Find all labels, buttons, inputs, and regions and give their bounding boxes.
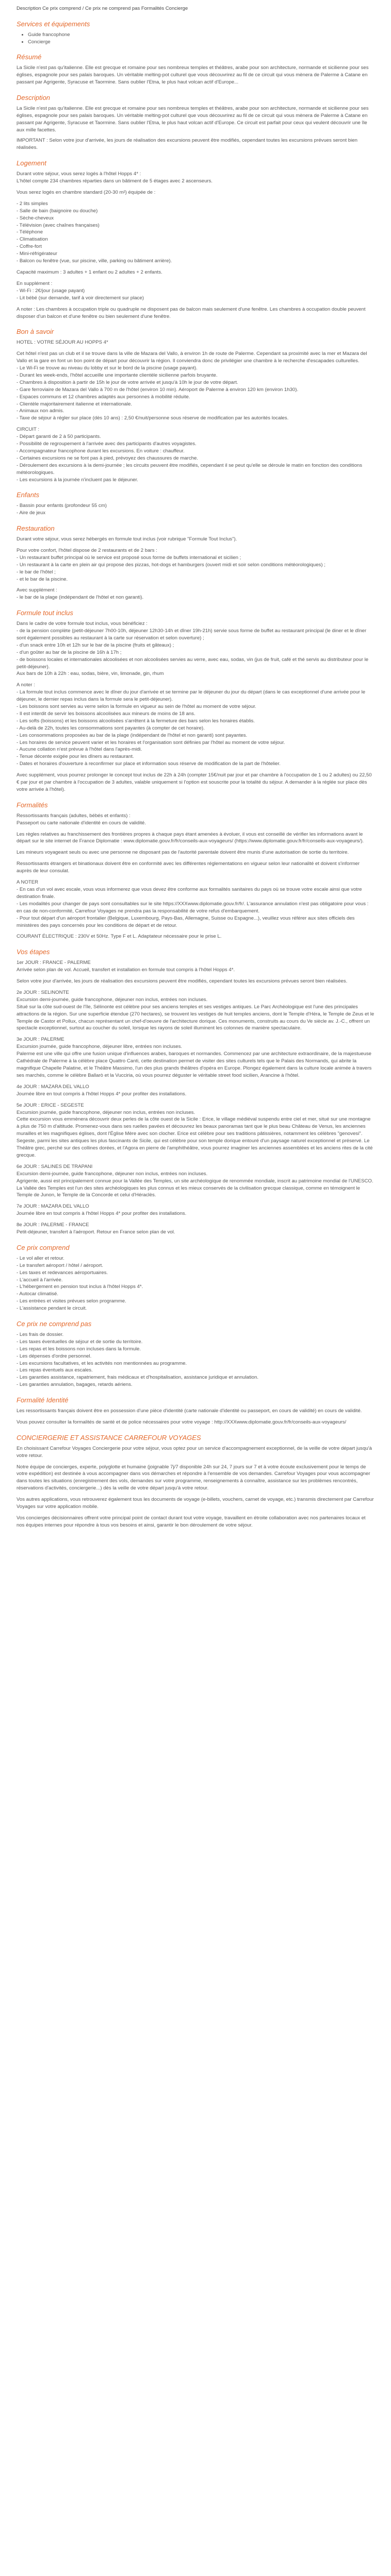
text-line: - Accompagnateur francophone durant les excursions. En voiture : chauffeur.: [17, 448, 185, 454]
text-line: - de boissons locales et internationales alcoolisées et non alcoolisées servies au verre, avec eau, sodas, vin (jus de fruit, café et thé servis au distributeur pour le petit-déjeuner).: [17, 656, 370, 670]
text-line: - L'assistance pendant le circuit.: [17, 1306, 87, 1312]
text-line: [17, 768, 374, 772]
bonasavoir-title: Bon à savoir: [17, 328, 54, 336]
text-line: - Les frais de dossier.: [17, 1331, 64, 1337]
formule-text: [17, 620, 374, 793]
text-line: [17, 1098, 374, 1102]
text-line: - Un restaurant buffet principal où le service est proposé sous forme de buffets international et sicilien ;: [17, 554, 241, 561]
text-line: Les mineurs voyageant seuls ou avec une personne ne disposant pas de l'autorité parentale doivent être munis d'une autorisation de sortie du territoire.: [17, 850, 349, 856]
text-line: Vos autres applications, vous retrouverez également tous les documents de voyage (e-billets, vouchers, carnet de voyage, etc.) transmis directement par Carrefour Voyages sur votre application mobile.: [17, 1497, 376, 1510]
text-line: Avec supplément :: [17, 587, 57, 594]
text-line: - d'un goûter au bar de la piscine de 16h à 17h ;: [17, 649, 122, 655]
prix-ne-comprend-text: [17, 1331, 374, 1388]
text-line: Cette excursion vous emmènera découvrir deux perles de la côte ouest de la Sicile : Erice, le village médiéval suspendu entre ciel et mer, situé sur une montagne à plus de 750 m d'altitude. Promenez-vous dans ses ruelles pavées et découvrez les beaux panoramas tant que le plus beau Château de Venus, les anciennes murailles et les magnifiques églises, dont l'Église Mère avec son clocher. Erice est célèbre pour ses traditions pâtissières, notamment les célèbres "genovesi". Segeste, parmi les sites antiques les plus fascinants de Sicile, qui est célèbre pour son temple dorique entouré d'un paysage naturel exceptionnel et préservé. Le Théâtre grec, perché sur des collines dorées, et l'Agora en pierre de l'amphithéâtre, vous pourrez imaginer les anciennes assemblées et les anciens rites de la cité grecque.: [17, 1116, 374, 1158]
text-line: - Les horaires de service peuvent varier et les horaires et l'organisation sont définies par l'hôtel au moment de votre séjour.: [17, 739, 285, 745]
text-line: - Lit bébé (sur demande, tarif à voir directement sur place): [17, 295, 144, 301]
text-line: Arrivée selon plan de vol. Accueil, transfert et installation en formule tout compris à l'hôtel Hopps 4*.: [17, 967, 235, 973]
text-line: [17, 302, 374, 306]
logement-text: [17, 171, 374, 320]
service-item: • Concierge: [28, 39, 374, 46]
text-line: - L'accueil à l'arrivée.: [17, 1277, 63, 1283]
text-line: [17, 1079, 374, 1083]
text-line: - Les softs (boissons) et les boissons alcoolisées s'arrêtent à la fermeture des bars selon les horaires établis.: [17, 718, 255, 724]
text-line: CIRCUIT :: [17, 427, 40, 433]
text-line: [17, 265, 374, 269]
text-line: [17, 845, 374, 849]
text-line: Vous serez logés en chambre standard (20-30 m²) équipée de :: [17, 189, 156, 195]
text-line: - Les excursions facultatives, et les activités non mentionnées au programme.: [17, 1360, 187, 1366]
restauration-title: Restauration: [17, 524, 55, 533]
text-line: Capacité maximum : 3 adultes + 1 enfant ou 2 adultes + 2 enfants.: [17, 269, 162, 275]
resume-title: Résumé: [17, 53, 42, 61]
conciergerie-text: [17, 1445, 374, 1529]
text-line: [17, 929, 374, 933]
text-line: - Aucune collation n'est prévue à l'hôtel dans l'après-midi.: [17, 747, 142, 753]
text-line: - Durant les week-ends, l'hôtel accueille une importante clientèle sicilienne parfois bruyante.: [17, 372, 218, 378]
text-line: [17, 827, 374, 831]
prix-comprend-text: [17, 1255, 374, 1312]
text-line: Petit-déjeuner, transfert à l'aéroport. Retour en France selon plan de vol.: [17, 1229, 175, 1235]
text-line: 4e JOUR : MAZARA DEL VALLO: [17, 1083, 89, 1090]
text-line: - Aire de jeux: [17, 510, 45, 516]
text-line: [17, 677, 374, 682]
text-line: 5e JOUR : ERICE - SEGESTE: [17, 1102, 84, 1108]
text-line: 7e JOUR : MAZARA DEL VALLO: [17, 1204, 89, 1210]
text-line: - Les taxes éventuelles de séjour et de sortie du territoire.: [17, 1338, 143, 1345]
text-line: [17, 1415, 374, 1419]
voyage-text: [17, 959, 374, 1236]
formalite-identite-title: Formalité Identité: [17, 1396, 69, 1404]
text-line: - Salle de bain (baignoire ou douche): [17, 208, 98, 214]
text-line: - Les garanties annulation, bagages, retards aériens.: [17, 1382, 133, 1388]
text-line: - Chambres à disposition à partir de 15h le jour de votre arrivée et jusqu'à 10h le jour de votre départ.: [17, 379, 238, 385]
text-line: - Mini-réfrigérateur: [17, 251, 57, 257]
text-line: [17, 856, 374, 860]
text-line: - Les repas et les boissons non incluses dans la formule.: [17, 1346, 141, 1352]
description-title: Description: [17, 93, 51, 101]
text-line: - Wi-Fi : 2€/jour (usage payant): [17, 287, 85, 294]
text-line: Les ressortissants français doivent être en possession d'une pièce d'identité (carte nationale d'identité ou passeport, en cours de validité) en cours de validité.: [17, 1408, 362, 1414]
text-line: [17, 974, 374, 978]
text-line: - Au-delà de 22h, toutes les consommations sont payantes (à compter de cet horaire).: [17, 725, 205, 731]
text-line: - Les taxes et redevances aéroportuaires.: [17, 1269, 108, 1276]
text-line: - Déroulement des excursions à la demi-journée ; les circuits peuvent être modifiés, cependant il se peut qu'elle se déroule le matin en fonction des conditions météorologiques.: [17, 462, 364, 476]
text-line: - Pour tout départ d'un aéroport frontalier (Belgique, Luxembourg, Pays-Bas, Allemagne, Suisse ou Espagne...), veuillez vous référer aux sites officiels des ministères des pays concernés pour les conditions de départ et de retour.: [17, 915, 356, 928]
text-line: Palerme est une ville qui offre une fusion unique d'influences arabes, baroques et normandes. Commencez par une architecture extraordinaire, de la majestueuse Cathédrale de Palerme à la célèbre place Quattro Canti, cette destination permet de visiter des sites culturels tels que le Palais des Normands, qui abrite la magnifique Chapelle Palatine, et le Théâtre Massimo, l'un des plus grands théâtres d'opéra en Europe. Plongez également dans la culture locale animée à travers ses marchés, comme le célèbre Ballarò et la Vucciria, où vous pourrez déguster le véritable street food sicilien, Arancine à l'hôtel.: [17, 1051, 373, 1078]
text-line: - Autocar climatisé.: [17, 1291, 59, 1297]
text-line: - Le Wi-Fi se trouve au niveau du lobby et sur le bord de la piscine (usage payant).: [17, 365, 198, 371]
text-line: Excursion journée, guide francophone, déjeuner non inclus, entrées non incluses.: [17, 1109, 196, 1115]
text-line: - La formule tout inclus commence avec le dîner du jour d'arrivée et se termine par le déjeuner du jour du départ (dans le cas exceptionnel d'une arrivée pour le déjeuner, le dernier repas inclus dans la formule sera le petit-déjeuner).: [17, 689, 367, 703]
text-line: Avec supplément, vous pourrez prolonger le concept tout inclus de 22h à 24h (compter 15€/nuit par jour et par chambre à l'occupation de 1 ou 2 adultes) ou 22,50 € par jour et par chambre à l'occupation de 3 adultes, valable uniquement si l'option est souscrite pour la totalité du séjour. A demander à la réglée sur place dès votre arrivée à l'hôtel).: [17, 772, 373, 793]
text-line: 6e JOUR : SALINES DE TRAPANI: [17, 1163, 93, 1170]
text-line: Journée libre en tout compris à l'hôtel Hopps 4* pour profiter des installations.: [17, 1211, 187, 1217]
restauration-text: [17, 536, 374, 601]
text-line: - Dates et horaires d'ouverture à reconfirmer sur place et information sous réserve de modification de la part de l'hôtelier.: [17, 761, 281, 767]
text-line: - Animaux non admis.: [17, 408, 64, 414]
text-line: Excursion journée, guide francophone, déjeuner libre, entrées non incluses.: [17, 1044, 183, 1050]
text-line: Notre équipe de concierges, experte, polyglotte et humaine (joignable 7j/7 disponible 24h sur 24, 7 jours sur 7 et à votre écoute exclusivement pour le temps de votre expédition) est destinée à vous accompagner dans vos démarches et répondre à l'ensemble de vos demandes. Carrefour Voyages pour vous accompagner dans toutes les situations (enregistrement des vols, demandes sur votre programme, renseignements à connaître, assistance sur les problèmes rencontrés, réservations d'activités, conciergerie...) dès la veille de votre départ jusqu'à votre retour.: [17, 1464, 372, 1492]
text-line: - Espaces communs et 12 chambres adaptés aux personnes à mobilité réduite.: [17, 394, 190, 400]
text-line: 3e JOUR : PALERME: [17, 1037, 64, 1043]
text-line: [17, 1199, 374, 1203]
text-line: En supplément :: [17, 280, 53, 286]
text-line: 1er JOUR : FRANCE - PALERME: [17, 960, 91, 966]
text-line: [17, 1159, 374, 1163]
text-line: L'hôtel compte 234 chambres réparties dans un bâtiment de 5 étages avec 2 ascenseurs.: [17, 178, 213, 184]
services-title: Services et équipements: [17, 20, 90, 28]
text-line: [17, 875, 374, 879]
text-line: [17, 422, 374, 426]
bonasavoir-text: [17, 339, 374, 483]
text-line: Excursion demi-journée, guide francophone, déjeuner non inclus, entrées non incluses.: [17, 996, 208, 1003]
text-line: [17, 276, 374, 280]
text-line: Pour votre confort, l'hôtel dispose de 2 restaurants et de 2 bars :: [17, 547, 157, 553]
text-line: Selon votre jour d'arrivée, les jours de réalisation des excursions peuvent être modifiés, cependant toutes les excursions prévues seront bien réalisées.: [17, 978, 348, 985]
description-intro: La Sicile n'est pas qu'italienne. Elle est grecque et romaine pour ses nombreux temples et théâtres, arabe pour son architecture, normande et sicilienne pour ses églises, espagnole pour ses palais baroques. Un véritable melting-pot culturel que vous découvrirez au fil de ce circuit qui vous mènera de Palerme à Catane en passant par Agrigente, Syracuse et Taormine. Sans oublier l'Etna, le plus haut volcan actif d'Europe. Ce circuit est parfait pour ceux qui veulent découvrir une île aux mille facettes.: [17, 105, 369, 133]
text-line: Dans le cadre de votre formule tout inclus, vous bénéficiez :: [17, 621, 148, 627]
page: [8, 0, 383, 1543]
text-line: - Télévision (avec chaînes françaises): [17, 222, 100, 228]
text-line: - Sèche-cheveux: [17, 215, 54, 221]
text-line: - et le bar de la piscine.: [17, 576, 68, 582]
prix-comprend-title: Ce prix comprend: [17, 1244, 70, 1252]
text-line: 2e JOUR : SELINONTE: [17, 989, 69, 995]
text-line: - Les entrées et visites prévues selon programme.: [17, 1298, 126, 1304]
text-line: [17, 196, 374, 200]
voyage-title: Vos étapes: [17, 948, 50, 956]
text-line: Durant votre séjour, vous serez hébergés en formule tout inclus (voir rubrique "Formule Tout Inclus").: [17, 536, 237, 542]
text-line: [17, 185, 374, 189]
breadcrumb-link[interactable]: Description Ce prix comprend / Ce prix ne comprend pas Formalités Concierge: [17, 6, 188, 11]
text-line: - 2 lits simples: [17, 200, 48, 207]
text-line: 8e JOUR : PALERME - FRANCE: [17, 1222, 89, 1228]
text-line: Vos concierges décisionnaires offrent votre principal point de contact durant tout votre voyage, travaillent en étroite collaboration avec nos partenaires locaux et nos équipes internes pour répondre à tous vos besoins et ainsi, garantir le bon déroulement de votre séjour.: [17, 1515, 367, 1528]
text-line: - Taxe de séjour à régler sur place (dès 10 ans) : 2,50 €/nuit/personne sous réserve de modification par les autorités locales.: [17, 415, 289, 421]
text-line: Ressortissants français (adultes, bébés et enfants) :: [17, 812, 131, 819]
text-line: Agrigente, aussi est principalement connue pour la Vallée des Temples, un site archéologique de renommée mondiale, inscrit au patrimoine mondial de l'UNESCO. La Vallée des Temples est l'un des sites archéologiques les plus connus et les mieux conservés de la civilisation grecque classique, comme en témoignent le Temple de Junon, le Temple de la Concorde et celui d'Héraclès.: [17, 1178, 375, 1198]
text-line: Aux bars de 10h à 22h : eau, sodas, bière, vin, limonade, gin, rhum: [17, 671, 164, 677]
text-line: - Un restaurant à la carte en plein air qui propose des pizzas, hot-dogs et hamburgers (ouvert midi et soir selon conditions météorologiques) ;: [17, 562, 325, 568]
text-line: - Les boissons sont servies au verre selon la formule en vigueur au sein de l'hôtel au moment de votre séjour.: [17, 704, 256, 710]
text-line: COURANT ÉLECTRIQUE : 230V et 50Hz. Type F et L. Adaptateur nécessaire pour le prise L.: [17, 934, 222, 940]
text-line: - Climatisation: [17, 236, 48, 243]
text-line: Vous pouvez consulter la formalités de santé et de police nécessaires pour votre voyage : http://XXXwww.diplomatie.gouv.fr/fr/conseils-aux-voyageurs/: [17, 1419, 347, 1425]
service-item: • Guide francophone: [28, 31, 374, 39]
formalite-identite-text: [17, 1408, 374, 1426]
text-line: En choisissant Carrefour Voyages Conciergerie pour votre séjour, vous optez pour un service d'accompagnement exceptionnel, de la veille de votre départ jusqu'à votre retour.: [17, 1445, 373, 1459]
text-line: - Le vol aller et retour.: [17, 1255, 64, 1261]
conciergerie-title: CONCIERGERIE ET ASSISTANCE CARREFOUR VOYAGES: [17, 1433, 201, 1442]
text-line: - Les dépenses d'ordre personnel.: [17, 1353, 92, 1359]
text-line: A noter : Les chambres à occupation triple ou quadruple ne disposent pas de balcon mais seulement d'une fenêtre. Les chambres à occupation double peuvent disposer d'un balcon et d'une fenêtre ou bien seulement d'une fenêtre.: [17, 306, 367, 319]
text-line: - Coffre-fort: [17, 244, 42, 250]
text-line: Les règles relatives au franchissement des frontières propres à chaque pays étant amenées à évoluer, il vous est conseillé de vérifier les informations avant le départ sur le site internet de France Diplomatie : www.diplomatie.gouv.fr/fr/conseils-aux-voyageurs/ (https://www.diplomatie.gouv.fr/fr/conseils-aux-voyageurs/).: [17, 831, 365, 844]
formule-title: Formule tout inclus: [17, 609, 73, 617]
text-line: Cet hôtel n'est pas un club et il se trouve dans la ville de Mazara del Vallo, à environ 1h de route de Palerme. Cependant sa proximité avec la mer et Mazara del Vallo et la gare en font un bon point de départ pour découvrir la région. Il conviendra donc de privilégier une chambre à le recherche d'escapades culturelles.: [17, 351, 369, 364]
text-line: Excursion demi-journée, guide francophone, déjeuner non inclus, entrées non incluses.: [17, 1171, 208, 1177]
enfants-text: [17, 502, 374, 517]
text-line: - Le transfert aéroport / hôtel / aéroport.: [17, 1262, 103, 1268]
services-list: [17, 31, 374, 46]
formalites-text: [17, 812, 374, 941]
text-line: - Il est interdit de servir les boissons alcoolisées aux mineurs de moins de 18 ans.: [17, 710, 196, 717]
text-line: - le bar de la plage (indépendant de l'hôtel et non garanti).: [17, 595, 144, 601]
text-line: - Clientèle majoritairement italienne et internationale.: [17, 401, 132, 407]
text-line: [17, 1460, 374, 1464]
text-line: [17, 1032, 374, 1036]
text-line: - Les consommations proposées au bar de la plage (indépendant de l'hôtel et non garanti) sont payantes.: [17, 732, 248, 738]
text-line: Ressortissants étrangers et binationaux doivent être en conformité avec les différentes réglementations en vigueur selon leur nationalité et doivent s'informer auprès de leur consulat.: [17, 861, 361, 874]
text-line: - Bassin pour enfants (profondeur 55 cm): [17, 503, 107, 509]
prix-ne-comprend-title: Ce prix ne comprend pas: [17, 1320, 92, 1328]
text-line: A NOTER: [17, 879, 39, 886]
text-line: - Départ garanti de 2 à 50 participants.: [17, 434, 101, 440]
text-line: [17, 1492, 374, 1496]
text-line: [17, 346, 374, 350]
text-line: Durant votre séjour, vous serez logés à l'hôtel Hopps 4* :: [17, 171, 141, 177]
text-line: - Gare ferroviaire de Mazara del Vallo à 700 m de l'hôtel (environ 10 min). Aéroport de Palerme à environ 120 km (environ 1h30).: [17, 386, 299, 393]
text-line: Passeport ou carte nationale d'identité en cours de validité.: [17, 820, 146, 826]
text-line: - Certaines excursions ne se font pas à pied, prévoyez des chaussures de marche.: [17, 455, 198, 461]
text-line: - Les repas éventuels aux escales.: [17, 1367, 93, 1374]
text-line: - L'hébergement en pension tout inclus à l'hôtel Hopps 4*.: [17, 1284, 143, 1290]
formalites-title: Formalités: [17, 801, 48, 809]
text-line: - Téléphone: [17, 229, 43, 235]
text-line: - Les garanties assistance, rapatriement, frais médicaux et d'hospitalisation, assistance juridique et annulation.: [17, 1375, 258, 1381]
text-line: HOTEL : VOTRE SÉJOUR AU HOPPS 4*: [17, 340, 108, 346]
description-important: IMPORTANT : Selon votre jour d'arrivée, les jours de réalisation des excursions peuvent être modifiés, cependant toutes les excursions prévues seront bien réalisées.: [17, 138, 357, 151]
text-line: [17, 1511, 374, 1515]
text-line: - En cas d'un vol avec escale, vous vous informerez que vous devez être conforme aux formalités sanitaires du pays où se trouve votre escale ainsi que votre destination finale.: [17, 887, 364, 900]
text-line: - Tenue décente exigée pour les dîners au restaurant.: [17, 754, 134, 760]
text-line: A noter :: [17, 682, 35, 688]
text-line: Situé sur la côte sud-ouest de l'île, Sélinonte est célèbre pour ses anciens temples et ses vestiges antiques. Le Parc Archéologique est l'une des principales attractions de la région. Sur une superficie étendue (270 hectares), se trouvent les vestiges de huit temples anciens, dont le Temple d'Héra, le Temple de Zeus et le Temple de Castor et Pollux, chacun représentant un chef-d'oeuvre de l'architecture dorique. Ces monuments, construits au cours du Ve siècle av. J.-C., offrent un spectacle exceptionnel, surtout au coucher du soleil, lorsque les rayons de soleil illuminent les colonnes de manière spectaculaire.: [17, 1004, 376, 1031]
text-line: [17, 543, 374, 547]
text-line: - Les excursions à la journée n'incluent pas le déjeuner.: [17, 477, 138, 483]
text-line: - Possibilité de regroupement à l'arrivée avec des participants d'autres voyagistes.: [17, 441, 197, 447]
text-line: [17, 583, 374, 587]
text-line: - Les modalités pour changer de pays sont consultables sur le site https://XXXwww.diplomatie.gouv.fr/fr/. L'assurance annulation n'est pas obligatoire pour vous : en cas de non-conformité, Carrefour Voyages ne prendra pas la responsabilité de votre refus d'embarquement.: [17, 901, 370, 914]
text-line: - Balcon ou fenêtre (vue, sur piscine, ville, parking ou bâtiment arrière).: [17, 258, 172, 264]
logement-title: Logement: [17, 159, 46, 167]
breadcrumb: [17, 5, 374, 12]
text-line: - d'un snack entre 10h et 12h sur le bar de la piscine (fruits et gâteaux) ;: [17, 642, 174, 648]
text-line: [17, 985, 374, 989]
text-line: - le bar de l'hôtel ;: [17, 569, 56, 575]
text-line: Journée libre en tout compris à l'hôtel Hopps 4* pour profiter des installations.: [17, 1091, 187, 1097]
enfants-title: Enfants: [17, 491, 40, 499]
text-line: - de la pension complète (petit-déjeuner 7h00-10h, déjeuner 12h30-14h et dîner 19h-21h) servie sous forme de buffet au restaurant principal (le diner et le dîner sont également possibles au restaurant à la carte sur réservation et selon ouverture) ;: [17, 628, 368, 641]
resume-text: La Sicile n'est pas qu'italienne. Elle est grecque et romaine pour ses nombreux temples et théâtres, arabe pour son architecture, normande et sicilienne pour ses églises, espagnole pour ses palais baroques. Un véritable melting-pot culturel que vous découvrirez au fil de ce circuit qui vous mènera de Palerme à Catane en passant par Agrigente, Syracuse et Taormine. Sans oublier l'Etna, le plus haut volcan actif d'Europe...: [17, 65, 369, 86]
text-line: [17, 1217, 374, 1222]
